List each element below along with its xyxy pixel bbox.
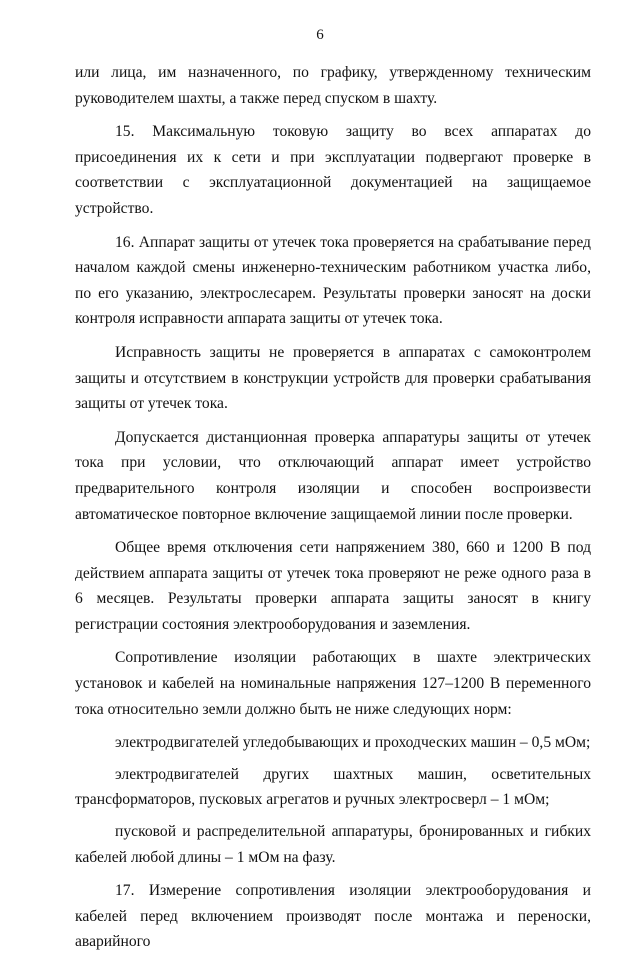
norm-item-mining-motors: электродвигателей угледобывающих и проходческих машин – 0,5 мОм; (115, 734, 591, 752)
paragraph-remote-check: Допускается дистанционная проверка аппаратуры защиты от утечек тока при условии, что отключающий аппарат имеет устройство предварительного контроля изоляции и способен воспроизвести автоматическое повторное включение защищаемой линии после проверки. (75, 428, 591, 523)
paragraph-disconnect-time: Общее время отключения сети напряжением 380, 660 и 1200 В под действием аппарата защиты от утечек тока проверяют не реже одного раза в 6 месяцев. Результаты проверки аппарата защиты заносят в книгу регистрации состояния электрооборудования и заземления. (75, 539, 591, 633)
paragraph-self-control: Исправность защиты не проверяется в аппаратах с самоконтролем защиты и отсутствием в конструкции устройств для проверки срабатывания защиты от утечек тока. (75, 343, 591, 413)
document-body (75, 60, 591, 955)
paragraph-continuation: или лица, им назначенного, по графику, утвержденному техническим руководителем шахты, а также перед спуском в шахту. (75, 64, 591, 107)
page-number: 6 (316, 27, 324, 43)
norm-item-switchgear-cables: пусковой и распределительной аппаратуры, бронированных и гибких кабелей любой длины – 1 мОм на фазу. (75, 823, 591, 866)
norm-item-other-motors: электродвигателей других шахтных машин, осветительных трансформаторов, пусковых агрегатов и ручных электросверл – 1 мОм; (75, 765, 591, 809)
paragraph-item-17: 17. Измерение сопротивления изоляции электрооборудования и кабелей перед включением производят после монтажа и переноски, аварийного (75, 882, 591, 951)
paragraph-insulation-norms: Сопротивление изоляции работающих в шахте электрических установок и кабелей на номинальные напряжения 127–1200 В переменного тока относительно земли должно быть не ниже следующих норм: (75, 649, 591, 718)
paragraph-item-15: 15. Максимальную токовую защиту во всех аппаратах до присоединения их к сети и при эксплуатации подвергают проверке в соответствии с эксплуатационной документацией на защищаемое устройство. (75, 123, 591, 217)
paragraph-item-16: 16. Аппарат защиты от утечек тока проверяется на срабатывание перед началом каждой смены инженерно-техническим работником участка либо, по его указанию, электрослесарем. Результаты проверки заносят на доски контроля исправности аппарата защиты от утечек тока. (75, 233, 591, 328)
